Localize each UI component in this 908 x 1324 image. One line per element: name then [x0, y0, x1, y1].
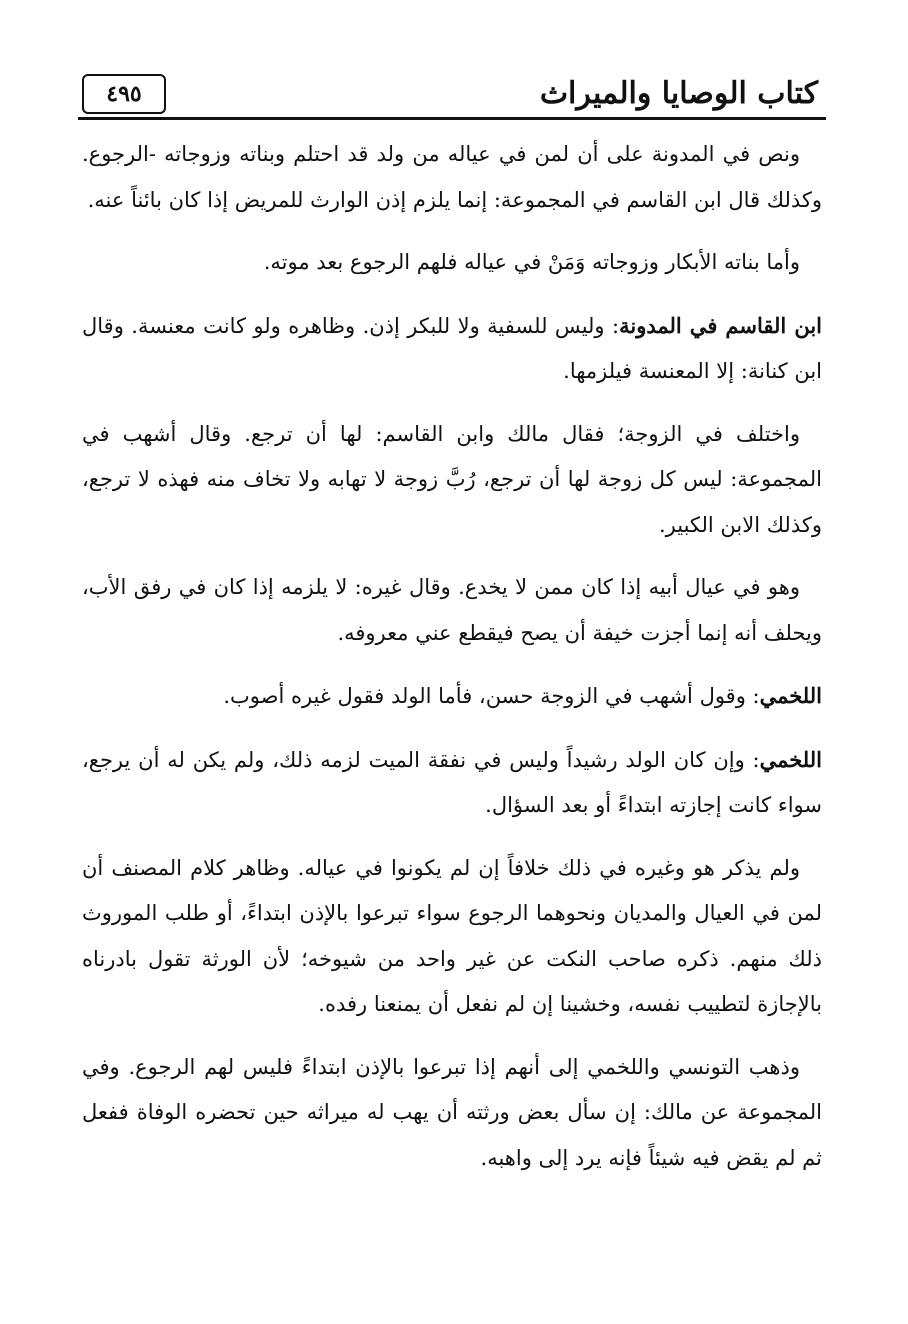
paragraph-text: وهو في عيال أبيه إذا كان ممن لا يخدع. وقال غيره: لا يلزمه إذا كان في رفق الأب، ويحلف أنه إنما أجزت خيفة أن يصح فيقطع عني معروفه.	[82, 575, 822, 645]
paragraph-2	[82, 240, 822, 286]
paragraph-text: وأما بناته الأبكار وزوجاته وَمَنْ في عياله فلهم الرجوع بعد موته.	[263, 250, 800, 274]
paragraph-1	[82, 132, 822, 223]
body-text	[82, 132, 822, 1198]
paragraph-lead: ابن القاسم في المدونة	[619, 312, 822, 338]
page-number: ٤٩٥	[82, 74, 166, 114]
paragraph-text: واختلف في الزوجة؛ فقال مالك وابن القاسم: لها أن ترجع. وقال أشهب في المجموعة: ليس كل زوجة لها أن ترجع، رُبَّ زوجة لا تهابه ولا تخاف منه فهذه لا ترجع، وكذلك الابن الكبير.	[82, 421, 822, 537]
page-header	[78, 70, 826, 120]
paragraph-lead: اللخمي	[759, 683, 822, 708]
paragraph-text: : وقول أشهب في الزوجة حسن، فأما الولد فقول غيره أصوب.	[223, 684, 760, 708]
paragraph-text: ولم يذكر هو وغيره في ذلك خلافاً إن لم يكونوا في عياله. وظاهر كلام المصنف أن لمن في العيال والمديان ونحوهما الرجوع سواء تبرعوا بالإذن ابتداءً، أو طلب الموروث ذلك منهم. ذكره صاحب النكت عن غير واحد من شيوخه؛ لأن الورثة تقول بادرناه بالإجازة لتطييب نفسه، وخشينا إن لم نفعل أن يمنعنا رفده.	[82, 855, 822, 1016]
paragraph-4	[82, 412, 822, 549]
paragraph-lead: اللخمي	[759, 746, 822, 772]
header-divider	[78, 117, 826, 120]
paragraph-8	[82, 846, 822, 1028]
book-title: كتاب الوصايا والميراث	[539, 76, 818, 111]
paragraph-text: : وليس للسفية ولا للبكر إذن. وظاهره ولو كانت معنسة. وقال ابن كنانة: إلا المعنسة فيلزمها.	[82, 313, 822, 383]
paragraph-5	[82, 565, 822, 656]
paragraph-text: : وإن كان الولد رشيداً وليس في نفقة الميت لزمه ذلك، ولم يكن له أن يرجع، سواء كانت إجازته ابتداءً أو بعد السؤال.	[82, 747, 822, 817]
paragraph-text: ونص في المدونة على أن لمن في عياله من ولد قد احتلم وبناته وزوجاته -الرجوع. وكذلك قال ابن القاسم في المجموعة: إنما يلزم إذن الوارث للمريض إذا كان بائناً عنه.	[82, 142, 822, 212]
paragraph-text: وذهب التونسي واللخمي إلى أنهم إذا تبرعوا بالإذن ابتداءً فليس لهم الرجوع. وفي المجموعة عن مالك: إن سأل بعض ورثته أن يهب له ميراثه حين تحضره الوفاة ففعل ثم لم يقض فيه شيئاً فإنه يرد إلى واهبه.	[82, 1054, 822, 1170]
paragraph-7	[82, 737, 822, 829]
paragraph-6	[82, 673, 822, 720]
paragraph-3	[82, 303, 822, 395]
paragraph-9	[82, 1045, 822, 1182]
